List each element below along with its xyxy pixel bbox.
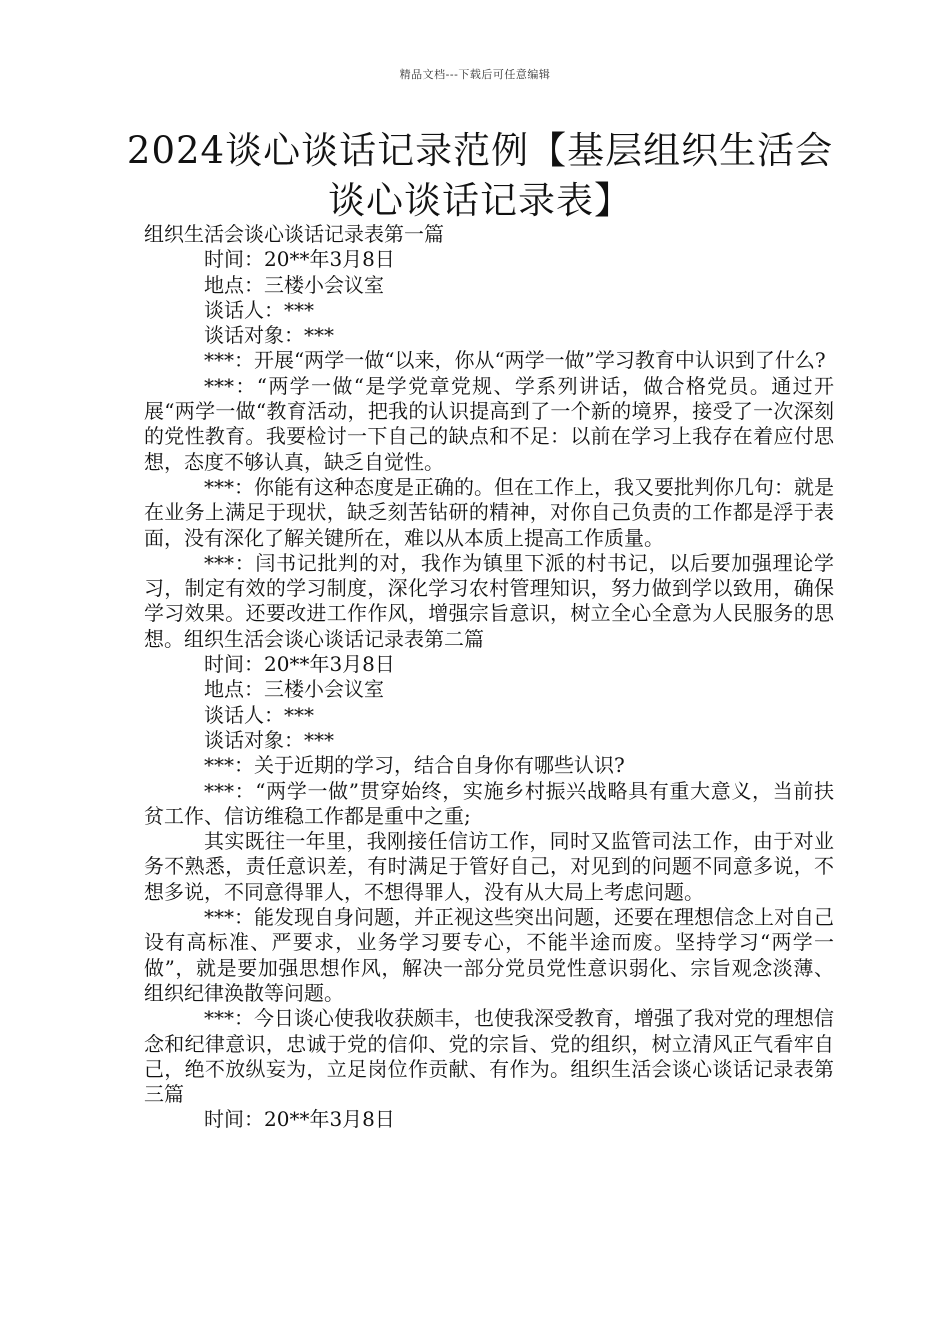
paragraph: 谈话对象：*** xyxy=(204,323,334,348)
paragraph: ***：能发现自身问题，并正视这些突出问题，还要在理想信念上对自己设有高标准、严要求，业务学习要专心，不能半途而废。坚持学习“两学一做”，就是要加强思想作风，解决一部分党员党性意识弱化、宗旨观念淡薄、组织纪律涣散等问题。 xyxy=(144,905,834,1005)
paragraph: 谈话对象：*** xyxy=(204,727,334,752)
paragraph: ***：你能有这种态度是正确的。但在工作上，我又要批判你几句：就是在业务上满足于现状，缺乏刻苦钻研的精神，对你自己负责的工作都是浮于表面，没有深化了解关键所在，难以从本质上提高工作质量。 xyxy=(144,474,834,550)
paragraph: 时间：20**年3月8日 xyxy=(204,652,395,677)
paragraph: 地点：三楼小会议室 xyxy=(204,677,384,702)
paragraph: 其实既往一年里，我刚接任信访工作，同时又监管司法工作，由于对业务不熟悉，责任意识差，有时满足于管好自己，对见到的问题不同意多说，不想多说，不同意得罪人，不想得罪人，没有从大局上考虑问题。 xyxy=(144,829,834,904)
paragraph: ***：关于近期的学习，结合自身你有哪些认识? xyxy=(204,753,625,778)
paragraph: ***：闫书记批判的对，我作为镇里下派的村书记，以后要加强理论学习，制定有效的学习制度，深化学习农村管理知识，努力做到学以致用，确保学习效果。还要改进工作作风，增强宗旨意识，树立全心全意为人民服务的思想。组织生活会谈心谈话记录表第二篇 xyxy=(144,550,834,651)
paragraph: 时间：20**年3月8日 xyxy=(204,247,395,272)
paragraph: ***：“两学一做”贯穿始终，实施乡村振兴战略具有重大意义，当前扶贫工作、信访维稳工作都是重中之重; xyxy=(144,778,834,828)
paragraph: 时间：20**年3月8日 xyxy=(204,1107,395,1132)
document-title: 2024谈心谈话记录范例【基层组织生活会谈心谈话记录表】 xyxy=(126,129,834,222)
paragraph: 地点：三楼小会议室 xyxy=(204,272,384,297)
paragraph: 谈话人：*** xyxy=(204,297,314,322)
paragraph: ***：开展“两学一做“以来，你从“两学一做”学习教育中认识到了什么? xyxy=(204,348,826,373)
paragraph: ***：“两学一做“是学党章党规、学系列讲话，做合格党员。通过开展“两学一做“教育活动，把我的认识提高到了一个新的境界，接受了一次深刻的党性教育。我要检讨一下自己的缺点和不足：以前在学习上我存在着应付思想，态度不够认真，缺乏自觉性。 xyxy=(144,373,834,474)
document-body xyxy=(144,222,834,1133)
paragraph: 组织生活会谈心谈话记录表第一篇 xyxy=(144,222,444,246)
paragraph: 谈话人：*** xyxy=(204,702,314,727)
page-header-note: 精品文档---下载后可任意编辑 xyxy=(399,68,551,81)
paragraph: ***：今日谈心使我收获颇丰，也使我深受教育，增强了我对党的理想信念和纪律意识，忠诚于党的信仰、党的宗旨、党的组织，树立清风正气看牢自己，绝不放纵妄为，立足岗位作贡献、有作为。组织生活会谈心谈话记录表第三篇 xyxy=(144,1006,834,1107)
